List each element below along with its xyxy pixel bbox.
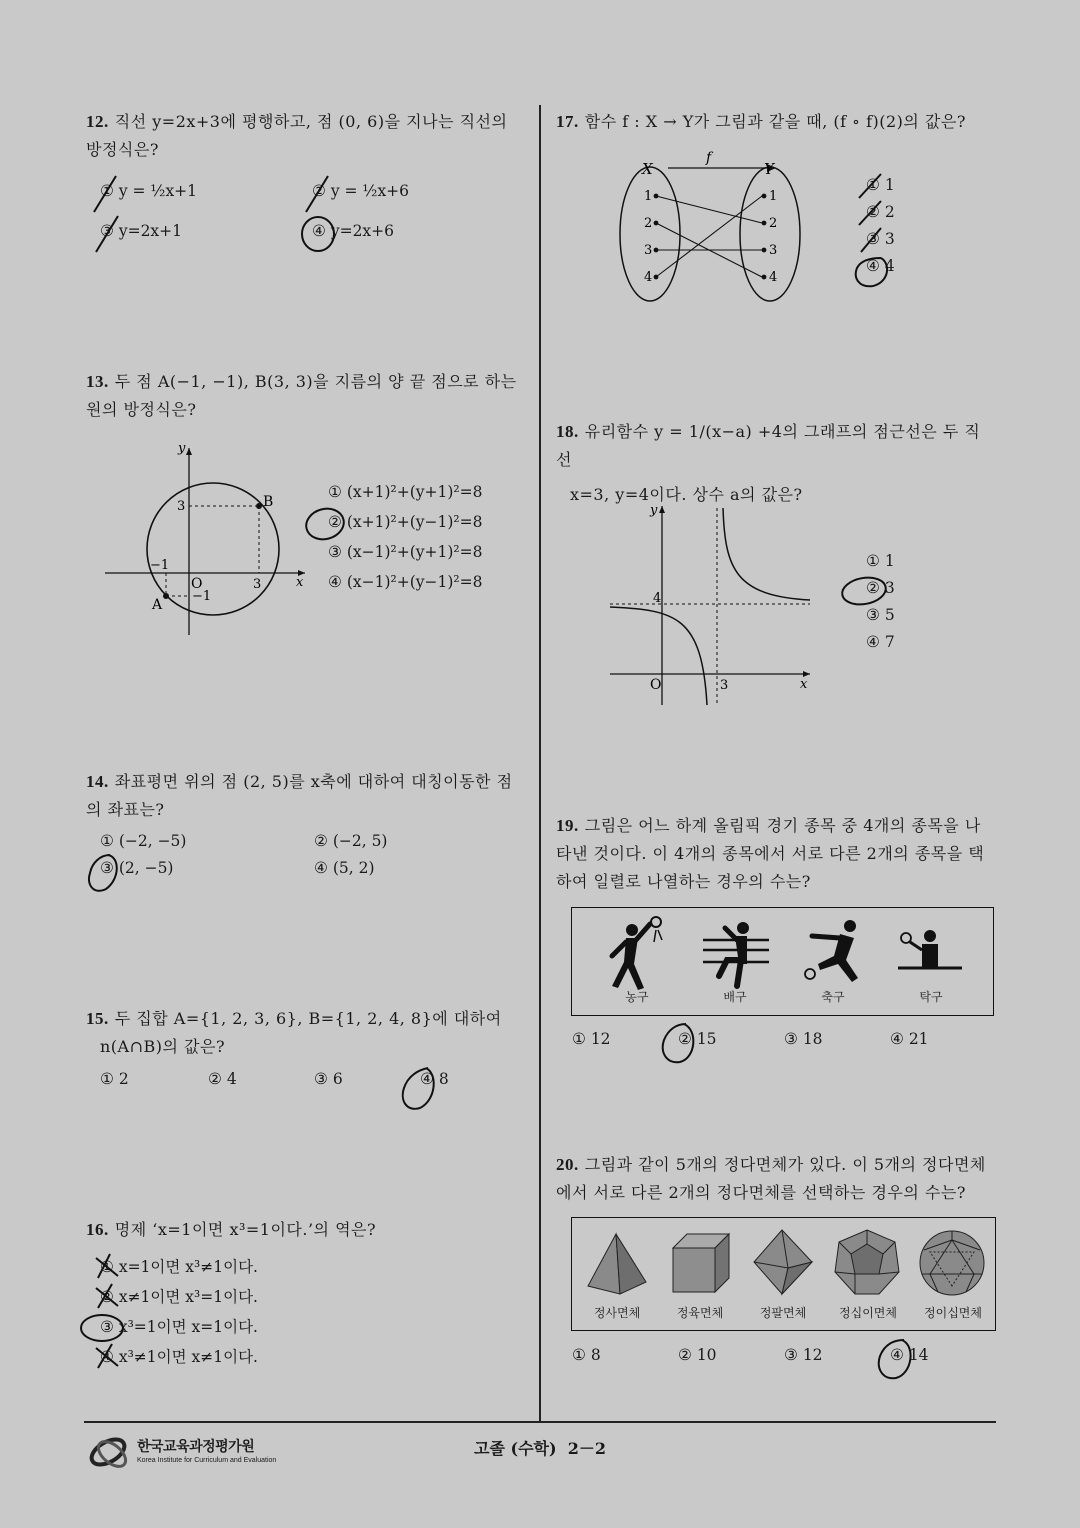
q18-option-4[interactable]: ④ 7: [866, 633, 895, 651]
question-number: 18.: [556, 422, 579, 441]
strike-mark: [859, 174, 881, 198]
solid-label-cube: 정육면체: [676, 1306, 724, 1320]
q17-pen-marks: [845, 168, 895, 293]
sport-label-table-tennis: 탁구: [919, 990, 943, 1004]
question-20: [556, 1151, 996, 1207]
q15-option-2[interactable]: ② 4: [208, 1070, 237, 1088]
org-subtitle: Korea Institute for Curriculum and Evaluation: [137, 1457, 277, 1464]
curve-right-branch: [723, 508, 810, 600]
org-name: 한국교육과정평가원: [137, 1439, 255, 1455]
strike-mark: [94, 176, 116, 212]
dodecahedron-icon: [833, 1228, 901, 1298]
q19-pen-marks: [654, 1018, 704, 1068]
point-a: [163, 593, 169, 599]
sport-label-basketball: 농구: [625, 990, 649, 1004]
q13-option-3[interactable]: ③ (x−1)²+(y+1)²=8: [328, 543, 483, 561]
x-elem: 4: [644, 270, 653, 285]
q16-option-4[interactable]: ④ x³≠1이면 x≠1이다.: [100, 1348, 258, 1366]
question-19: [556, 812, 996, 896]
q17-option-3[interactable]: ③ 3: [866, 230, 895, 248]
question-number: 17.: [556, 112, 579, 131]
q13-option-4[interactable]: ④ (x−1)²+(y−1)²=8: [328, 573, 483, 591]
q20-option-2[interactable]: ② 10: [678, 1346, 717, 1364]
origin-label: O: [650, 677, 662, 693]
tick-minus1-y: −1: [192, 589, 212, 604]
answer-circle: [89, 855, 117, 891]
x-elem: 3: [644, 243, 653, 258]
q14-option-3[interactable]: ③ (2, −5): [100, 859, 174, 877]
strike-mark: [96, 216, 118, 252]
map-arrow: [656, 196, 762, 277]
q15-pen-marks: [392, 1060, 452, 1120]
q19-option-4[interactable]: ④ 21: [890, 1030, 929, 1048]
kice-logo-icon: [86, 1430, 134, 1476]
basketball-icon: [604, 916, 674, 994]
question-text: 좌표평면 위의 점 (2, 5)를 x축에 대하여 대칭이동한 점의 좌표는?: [86, 772, 513, 819]
q18-pen-marks: [836, 572, 896, 612]
q17-mapping-diagram: [610, 148, 810, 306]
answer-circle: [403, 1068, 434, 1109]
question-14: [86, 768, 526, 824]
answer-circle: [303, 505, 347, 544]
q16-option-1[interactable]: ① x=1이면 x³≠1이다.: [100, 1258, 258, 1276]
q18-option-1[interactable]: ① 1: [866, 552, 895, 570]
solid-label-dodecahedron: 정십이면체: [839, 1306, 897, 1320]
sport-label-soccer: 축구: [821, 990, 845, 1004]
question-number: 14.: [86, 772, 109, 791]
answer-circle: [879, 1340, 911, 1378]
soccer-icon: [800, 916, 870, 992]
question-text: 유리함수 y = 1/(x−a) +4의 그래프의 점근선은 두 직선: [556, 422, 981, 469]
question-16: [86, 1216, 526, 1244]
icosahedron-icon: [918, 1228, 986, 1298]
cube-icon: [667, 1230, 733, 1296]
solid-label-octahedron: 정팔면체: [759, 1306, 807, 1320]
q12-option-2[interactable]: ② y = ½x+6: [312, 182, 410, 200]
q12-option-4[interactable]: ④ y=2x+6: [312, 222, 395, 240]
q17-option-2[interactable]: ② 2: [866, 203, 895, 221]
q13-option-2[interactable]: ② (x+1)²+(y−1)²=8: [328, 513, 483, 531]
q14-option-1[interactable]: ① (−2, −5): [100, 832, 187, 850]
set-x-label: X: [642, 160, 653, 178]
y-elem: 4: [769, 270, 778, 285]
q14-pen-marks: [80, 845, 130, 905]
question-number: 12.: [86, 112, 109, 131]
q16-option-3[interactable]: ③ x³=1이면 x=1이다.: [100, 1318, 258, 1336]
y-elem: 3: [769, 243, 778, 258]
sport-label-volleyball: 배구: [723, 990, 747, 1004]
func-label: f: [706, 150, 712, 166]
strike-mark: [98, 1254, 110, 1278]
question-text: 두 점 A(−1, −1), B(3, 3)을 지름의 양 끝 점으로 하는 원의 방정식은?: [86, 372, 517, 419]
q19-option-3[interactable]: ③ 18: [784, 1030, 823, 1048]
answer-circle: [856, 258, 887, 286]
q20-pen-marks: [870, 1334, 920, 1384]
page-label: 고졸 (수학) 2－2: [474, 1439, 606, 1458]
strike-mark: [306, 176, 328, 212]
q20-option-4[interactable]: ④ 14: [890, 1346, 929, 1364]
set-y-label: Y: [764, 160, 774, 178]
y-elem: 1: [769, 189, 778, 204]
q19-option-1[interactable]: ① 12: [572, 1030, 611, 1048]
solid-label-icosahedron: 정이십면체: [924, 1306, 982, 1320]
question-text: 그림은 어느 하계 올림픽 경기 종목 중 4개의 종목을 나타낸 것이다. 이 4개의 종목에서 서로 다른 2개의 종목을 택하여 일렬로 나열하는 경우의 수는?: [556, 816, 985, 891]
question-text: 함수 f : X → Y가 그림과 같을 때, (f ∘ f)(2)의 값은?: [584, 112, 966, 131]
table-tennis-icon: [894, 926, 969, 976]
q17-option-4[interactable]: ④ 4: [866, 257, 895, 275]
question-number: 19.: [556, 816, 579, 835]
y-axis-label: y: [178, 441, 186, 456]
x-elem: 2: [644, 216, 653, 231]
map-arrow: [656, 196, 762, 223]
q18-option-2[interactable]: ② 3: [866, 579, 895, 597]
strike-mark: [861, 228, 881, 252]
question-number: 13.: [86, 372, 109, 391]
question-number: 20.: [556, 1155, 579, 1174]
q13-option-1[interactable]: ① (x+1)²+(y+1)²=8: [328, 483, 483, 501]
footer-rule: [84, 1421, 996, 1423]
octahedron-icon: [750, 1228, 816, 1298]
q14-option-2[interactable]: ② (−2, 5): [314, 832, 388, 850]
label-a: A: [152, 597, 163, 613]
q20-option-3[interactable]: ③ 12: [784, 1346, 823, 1364]
answer-circle: [302, 217, 334, 251]
strike-mark: [859, 201, 881, 225]
question-13: [86, 368, 526, 424]
answer-circle: [663, 1024, 694, 1062]
q20-solids-box: [571, 1217, 996, 1331]
q15-option-4[interactable]: ④ 8: [420, 1070, 449, 1088]
q12-option-1[interactable]: ① y = ½x+1: [100, 182, 198, 200]
question-number: 16.: [86, 1220, 109, 1239]
tick-3: 3: [720, 678, 729, 693]
q20-option-1[interactable]: ① 8: [572, 1346, 601, 1364]
question-text-line2: n(A∩B)의 값은?: [100, 1037, 226, 1056]
x-axis-label: x: [296, 575, 304, 590]
q18-option-3[interactable]: ③ 5: [866, 606, 895, 624]
origin-label: O: [191, 576, 203, 592]
question-text: 직선 y=2x+3에 평행하고, 점 (0, 6)을 지나는 직선의 방정식은?: [86, 112, 508, 159]
tick-4: 4: [653, 591, 662, 606]
x-axis-label: x: [800, 677, 808, 692]
q16-pen-marks: [74, 1250, 134, 1380]
strike-mark: [98, 1284, 112, 1308]
y-axis-label: y: [650, 503, 658, 518]
tick-minus1-x: −1: [150, 558, 170, 573]
tick-3-y: 3: [177, 499, 186, 514]
answer-circle: [81, 1315, 123, 1341]
q19-sports-box: [571, 907, 994, 1016]
question-17: [556, 108, 996, 136]
answer-circle: [840, 574, 888, 607]
question-text: 두 집합 A={1, 2, 3, 6}, B={1, 2, 4, 8}에 대하여: [114, 1009, 502, 1028]
x-elem: 1: [644, 189, 653, 204]
question-15: [86, 1005, 526, 1061]
q15-option-3[interactable]: ③ 6: [314, 1070, 343, 1088]
q15-option-1[interactable]: ① 2: [100, 1070, 129, 1088]
q18-rational-graph: [606, 500, 818, 710]
tick-3-x: 3: [253, 577, 262, 592]
q16-option-2[interactable]: ② x≠1이면 x³=1이다.: [100, 1288, 258, 1306]
question-number: 15.: [86, 1009, 109, 1028]
q13-pen-marks: [300, 500, 360, 550]
question-text-line2: x=3, y=4이다. 상수 a의 값은?: [570, 485, 803, 504]
solid-label-tetrahedron: 정사면체: [593, 1306, 641, 1320]
q19-option-2[interactable]: ② 15: [678, 1030, 717, 1048]
q17-option-1[interactable]: ① 1: [866, 176, 895, 194]
q12-option-3[interactable]: ③ y=2x+1: [100, 222, 183, 240]
y-elem: 2: [769, 216, 778, 231]
label-b: B: [263, 494, 274, 510]
question-text: 명제 ‘x=1이면 x³=1이다.’의 역은?: [114, 1220, 377, 1239]
q14-option-4[interactable]: ④ (5, 2): [314, 859, 375, 877]
volleyball-icon: [697, 916, 777, 992]
q13-circle-graph: [100, 440, 315, 640]
tetrahedron-icon: [584, 1230, 650, 1296]
point-b: [256, 503, 262, 509]
column-divider: [539, 105, 541, 1423]
strike-mark: [98, 1344, 112, 1368]
q12-pen-marks: [0, 0, 540, 260]
question-text: 그림과 같이 5개의 정다면체가 있다. 이 5개의 정다면체에서 서로 다른 2개의 정다면체를 선택하는 경우의 수는?: [556, 1155, 986, 1202]
